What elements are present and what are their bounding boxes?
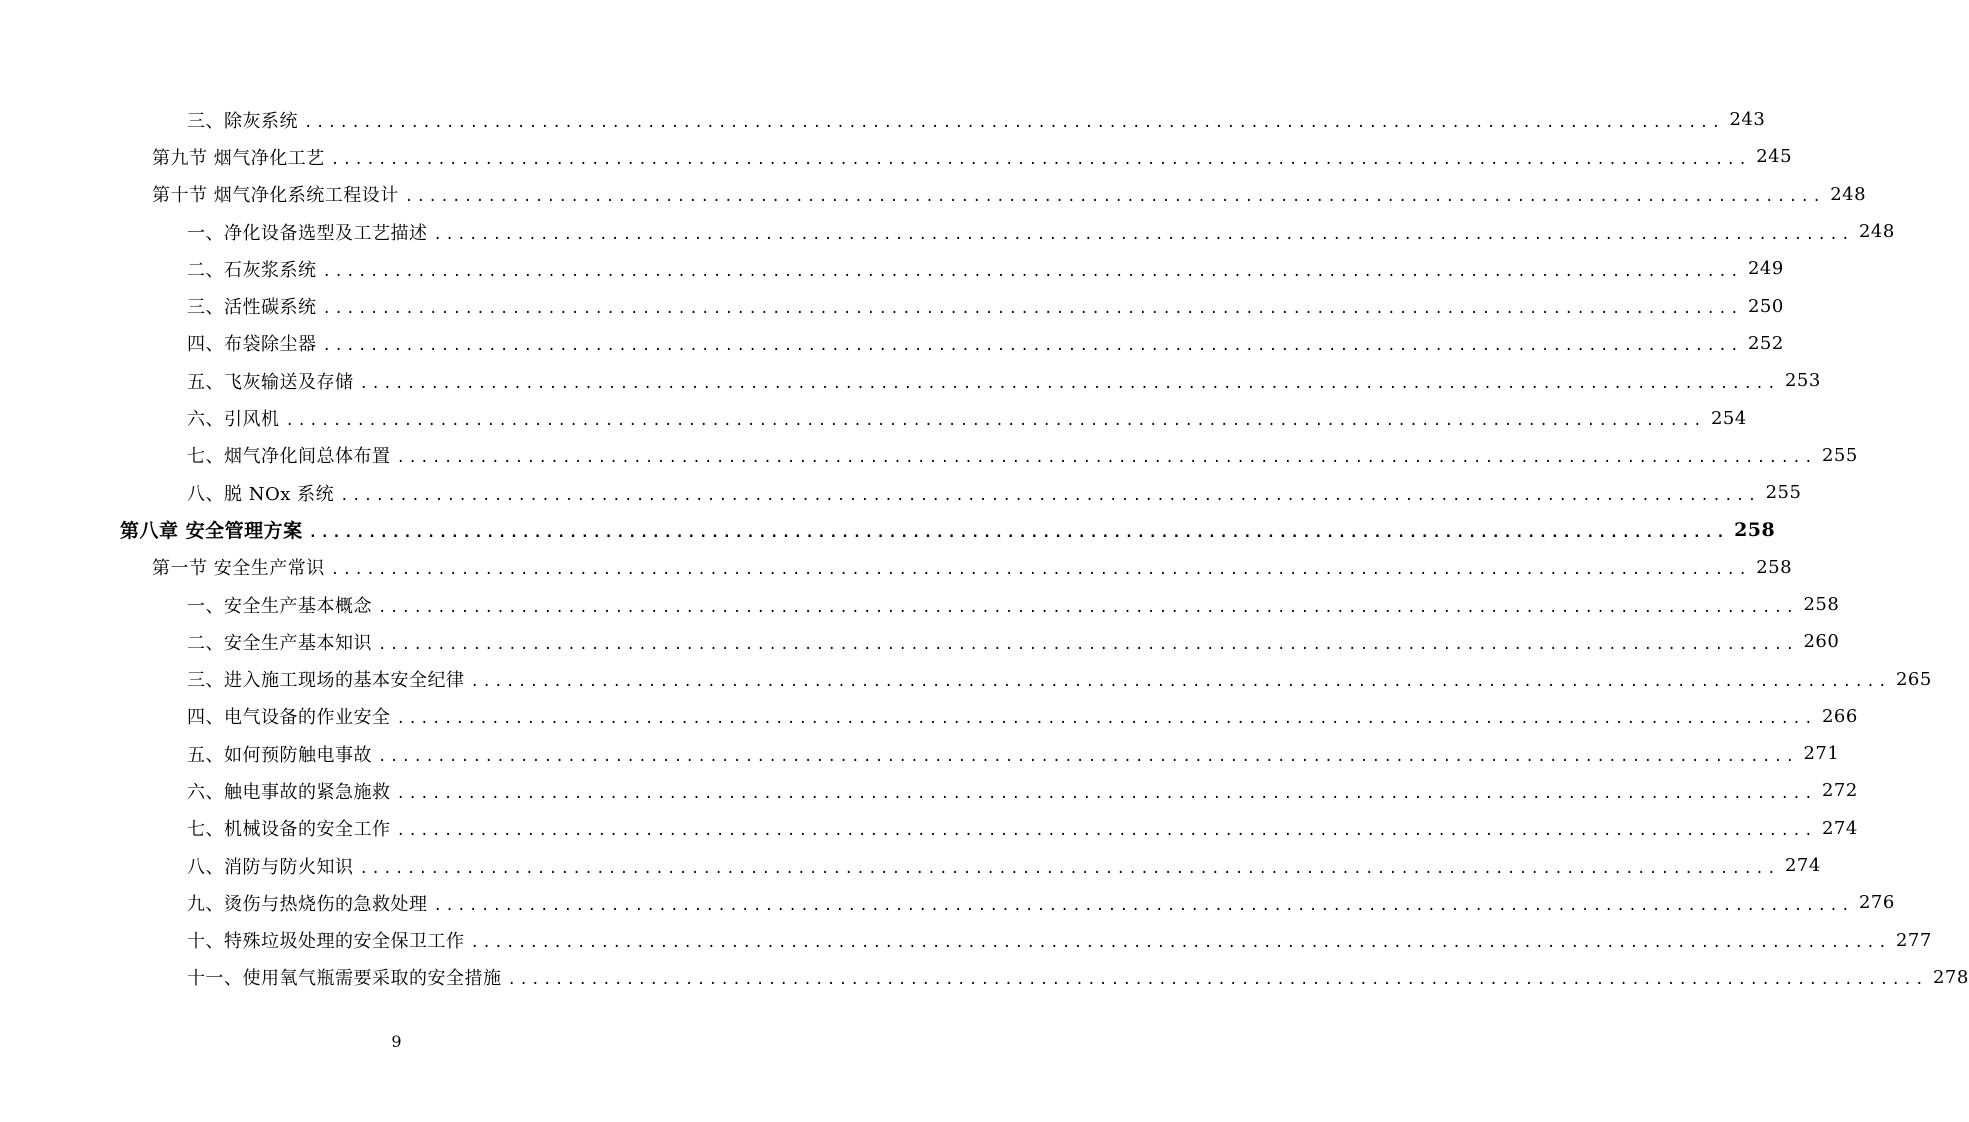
dot-leader: ........................................................................................................................ xyxy=(322,338,1742,355)
toc-entry-chapter[interactable] xyxy=(0,511,1776,548)
toc-entry-item[interactable] xyxy=(0,959,1969,996)
toc-entry-page: 276 xyxy=(1858,892,1895,914)
dot-leader: ........................................................................................................................ xyxy=(330,562,1751,579)
toc-entry-section[interactable] xyxy=(0,549,1793,586)
toc-entry-item[interactable] xyxy=(0,810,1858,847)
dot-leader: ........................................................................................................................ xyxy=(340,487,1760,504)
toc-entry-title: 七、烟气净化间总体布置 xyxy=(187,446,391,468)
dot-leader: ........................................................................................................................ xyxy=(396,785,1816,802)
page-number: 9 xyxy=(391,1032,402,1051)
dot-leader: ........................................................................................................................ xyxy=(433,897,1853,914)
toc-entry-item[interactable] xyxy=(0,623,1840,660)
toc-entry-page: 248 xyxy=(1830,183,1867,205)
dot-leader: ........................................................................................................................ xyxy=(470,674,1890,691)
dot-leader: ........................................................................................................................ xyxy=(304,114,1724,131)
toc-entry-item[interactable] xyxy=(0,922,1932,959)
toc-entry-title: 四、电气设备的作业安全 xyxy=(187,707,391,729)
toc-entry-title: 一、净化设备选型及工艺描述 xyxy=(187,222,428,244)
toc-entry-title: 十、特殊垃圾处理的安全保卫工作 xyxy=(187,931,465,953)
toc-entry-item[interactable] xyxy=(0,474,1802,511)
toc-entry-title: 八、脱 NOx 系统 xyxy=(187,483,335,505)
dot-leader: ........................................................................................................................ xyxy=(359,375,1779,392)
dot-leader: ........................................................................................................................ xyxy=(359,860,1779,877)
toc-entry-title: 六、触电事故的紧急施救 xyxy=(187,781,391,803)
dot-leader: ........................................................................................................................ xyxy=(308,524,1729,541)
toc-entry-item[interactable] xyxy=(0,698,1858,735)
toc-entry-page: 258 xyxy=(1803,594,1840,615)
dot-leader: ........................................................................................................................ xyxy=(433,226,1853,243)
toc-entry-page: 252 xyxy=(1747,332,1784,354)
dot-leader: ........................................................................................................................ xyxy=(404,189,1825,206)
toc-entry-page: 258 xyxy=(1734,518,1776,541)
dot-leader: ........................................................................................................................ xyxy=(507,972,1927,989)
toc-entry-title: 十一、使用氧气瓶需要采取的安全措施 xyxy=(187,968,502,990)
toc-entry-title: 第九节 烟气净化工艺 xyxy=(152,147,325,169)
toc-entry-title: 六、引风机 xyxy=(187,409,280,431)
toc-entry-item[interactable] xyxy=(0,362,1821,399)
toc-entry-page: 271 xyxy=(1803,743,1840,765)
toc-entry-item[interactable] xyxy=(0,437,1858,474)
toc-entry-page: 249 xyxy=(1747,258,1784,280)
toc-entry-page: 255 xyxy=(1821,444,1858,466)
dot-leader: ........................................................................................................................ xyxy=(396,711,1816,728)
toc-entry-title: 二、安全生产基本知识 xyxy=(187,632,372,654)
toc-entry-page: 245 xyxy=(1756,146,1793,168)
toc-entry-item[interactable] xyxy=(0,772,1858,809)
dot-leader: ........................................................................................................................ xyxy=(322,263,1742,280)
dot-leader: ........................................................................................................................ xyxy=(470,935,1890,952)
toc-entry-item[interactable] xyxy=(0,884,1895,921)
toc-entry-title: 九、烫伤与热烧伤的急救处理 xyxy=(187,893,428,915)
dot-leader: ........................................................................................................................ xyxy=(285,413,1705,430)
toc-entry-page: 277 xyxy=(1895,929,1932,951)
toc-entry-page: 266 xyxy=(1821,705,1858,727)
toc-entry-page: 278 xyxy=(1932,966,1969,988)
toc-entry-page: 258 xyxy=(1756,556,1793,578)
toc-entry-title: 七、机械设备的安全工作 xyxy=(187,819,391,841)
toc-entry-item[interactable] xyxy=(0,213,1895,250)
toc-entry-page: 265 xyxy=(1895,668,1932,690)
toc-entry-item[interactable] xyxy=(0,660,1932,697)
toc-entry-item[interactable] xyxy=(0,250,1784,287)
toc-entry-title: 五、飞灰输送及存储 xyxy=(187,371,354,393)
toc-entry-item[interactable] xyxy=(0,287,1784,324)
toc-entry-title: 四、布袋除尘器 xyxy=(187,334,317,356)
toc-entry-page: 274 xyxy=(1821,817,1858,839)
toc-entry-title: 五、如何预防触电事故 xyxy=(187,744,372,766)
toc-entry-item[interactable] xyxy=(0,586,1840,623)
dot-leader: ........................................................................................................................ xyxy=(322,301,1742,318)
table-of-contents xyxy=(0,101,1969,996)
dot-leader: ........................................................................................................................ xyxy=(378,748,1798,765)
toc-entry-page: 254 xyxy=(1710,407,1747,429)
toc-entry-title: 第八章 安全管理方案 xyxy=(120,520,303,543)
toc-entry-page: 248 xyxy=(1858,221,1895,243)
toc-entry-title: 三、活性碳系统 xyxy=(187,297,317,319)
toc-entry-page: 272 xyxy=(1821,780,1858,802)
toc-entry-title: 三、除灰系统 xyxy=(187,110,298,132)
toc-entry-page: 243 xyxy=(1729,109,1766,131)
toc-entry-page: 260 xyxy=(1803,631,1840,653)
toc-entry-item[interactable] xyxy=(0,325,1784,362)
toc-entry-page: 255 xyxy=(1765,482,1802,504)
toc-entry-title: 二、石灰浆系统 xyxy=(187,259,317,281)
toc-entry-title: 第一节 安全生产常识 xyxy=(152,558,325,580)
toc-entry-item[interactable] xyxy=(0,399,1747,436)
toc-entry-item[interactable] xyxy=(0,101,1766,138)
toc-entry-page: 274 xyxy=(1784,855,1821,877)
toc-entry-title: 一、安全生产基本概念 xyxy=(187,595,372,617)
dot-leader: ........................................................................................................................ xyxy=(396,450,1816,467)
dot-leader: ........................................................................................................................ xyxy=(396,823,1816,840)
toc-entry-section[interactable] xyxy=(0,176,1867,213)
toc-entry-item[interactable] xyxy=(0,847,1821,884)
toc-entry-page: 253 xyxy=(1784,370,1821,392)
toc-entry-item[interactable] xyxy=(0,735,1840,772)
toc-entry-page: 250 xyxy=(1747,295,1784,317)
toc-entry-title: 八、消防与防火知识 xyxy=(187,856,354,878)
dot-leader: ........................................................................................................................ xyxy=(378,636,1798,653)
dot-leader: ........................................................................................................................ xyxy=(378,599,1798,616)
toc-entry-title: 第十节 烟气净化系统工程设计 xyxy=(152,185,399,207)
dot-leader: ........................................................................................................................ xyxy=(330,151,1751,168)
toc-entry-section[interactable] xyxy=(0,138,1793,175)
toc-entry-title: 三、进入施工现场的基本安全纪律 xyxy=(187,670,465,692)
